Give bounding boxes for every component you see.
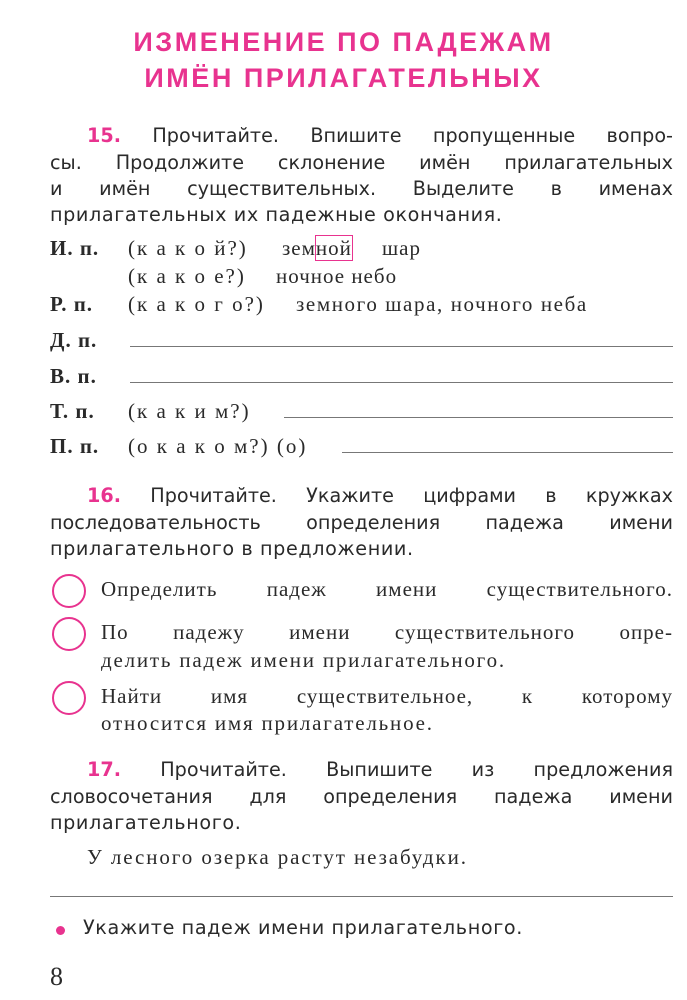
task16-line1 [87,484,673,507]
bullet-icon [56,926,65,935]
highlighted-ending: ной [315,236,352,260]
page-title-line2: ИМЁН ПРИЛАГАТЕЛЬНЫХ [144,63,543,93]
page-title-line1: ИЗМЕНЕНИЕ ПО ПАДЕЖАМ [133,27,554,57]
case-label-genitive: Р. п. [50,292,94,316]
example-sentence: У лесного озерка растут незабудки. [87,845,468,869]
page-number: 8 [50,962,63,991]
task16-line3: прилагательного в предложении. [50,537,414,560]
order-circle-3[interactable] [52,681,86,715]
question-kakim: (к а к и м?) [128,399,251,423]
answer-line-dative[interactable] [130,346,673,347]
answer-line-instrumental[interactable] [284,417,673,418]
task16-line1-text: Прочитайте. Укажите цифрами в кружках [150,484,673,507]
task15-line3: и имён существительных. Выделите в именах [50,177,673,200]
case-label-instrumental: Т. п. [50,399,95,423]
task17-line2: словосочетания для определения падежа имени [50,785,673,808]
step-3-line2: относится имя прилагательное. [101,711,434,735]
case-label-nominative: И. п. [50,236,100,260]
case-label-prepositional: П. п. [50,434,100,458]
task17-line1 [87,758,673,781]
task17-line3: прилагательного. [50,811,242,834]
step-1-line1: Определить падеж имени существительного. [101,577,673,601]
adjective-zemnoy [282,236,352,261]
task15-number: 15. [87,124,121,147]
case-label-accusative: В. п. [50,364,97,388]
case-label-dative: Д. п. [50,328,98,352]
task17-number: 17. [87,758,121,781]
bullet-instruction: Укажите падеж имени прилагательного. [83,916,523,939]
question-o-kakom: (о к а к о м?) (о) [128,434,308,458]
order-circle-1[interactable] [52,574,86,608]
task15-line1-text: Прочитайте. Впишите пропущенные вопро- [152,124,673,147]
step-2-line1: По падежу имени существительного опре- [101,620,673,644]
question-kakoe: (к а к о е?) [128,264,246,288]
phrase-genitive: земного шара, ночного неба [296,292,588,316]
question-kakoy: (к а к о й?) [128,236,248,260]
step-3-line1: Найти имя существительное, к которому [101,684,673,708]
step-2-line2: делить падеж имени прилагательного. [101,648,506,672]
answer-line-accusative[interactable] [130,382,673,383]
phrase-nochnoe-nebo: ночное небо [276,264,398,288]
question-kakogo: (к а к о г о?) [128,292,265,316]
order-circle-2[interactable] [52,617,86,651]
task16-number: 16. [87,484,121,507]
task17-line1-text: Прочитайте. Выпишите из предложения [160,758,673,781]
task15-line2: сы. Продолжите склонение имён прилагательных [50,151,673,174]
adjective-stem: зем [282,236,316,260]
task16-line2: последовательность определения падежа имени [50,511,673,534]
task15-line1 [87,124,673,147]
answer-line-phrases[interactable] [50,896,673,897]
answer-line-prepositional[interactable] [342,452,673,453]
task15-line4: прилагательных их падежные окончания. [50,203,503,226]
noun-shar: шар [382,236,421,260]
